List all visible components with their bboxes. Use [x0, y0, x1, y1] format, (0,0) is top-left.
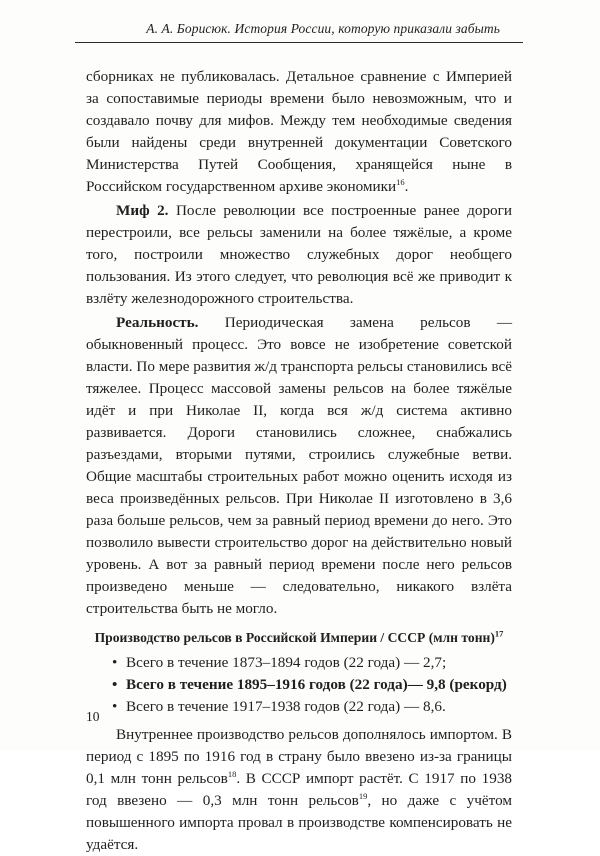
- myth-label: Миф 2.: [116, 202, 169, 219]
- list-item-record: • Всего в течение 1895–1916 годов (22 года)— 9,8 (рекорд): [112, 674, 512, 696]
- paragraph-text: сборниках не публиковалась. Детальное сравнение с Империей за сопоставимые периоды времени было невозможным, что и создавало почву для мифов. Между тем необходимые сведения были найдены среди внутренней документации Советского Министерства Путей Сообщения, хранящейся ныне в Российском государственном архиве экономики: [86, 68, 512, 195]
- paragraph-reality: [86, 312, 512, 620]
- reality-label: Реальность.: [116, 314, 199, 331]
- footnote-ref: 17: [494, 628, 504, 639]
- footnote-ref: 18: [227, 768, 237, 779]
- footnote-ref: 19: [358, 790, 368, 801]
- paragraph-text: Внутреннее производство рельсов дополнялось импортом. В период с 1895 по 1916 год в страну было ввезено из-за границы 0,1 млн тонн рельсов: [86, 726, 512, 787]
- footnote-ref: 16: [396, 176, 405, 187]
- page-body: [86, 66, 512, 856]
- paragraph-text: . В СССР импорт растёт. С 1917 по 1938 год ввезено — 0,3 млн тонн рельсов: [86, 770, 513, 809]
- list-item: • Всего в течение 1873–1894 годов (22 года) — 2,7;: [112, 652, 512, 674]
- paragraph-text: , но даже с учётом повышенного импорта провал в производстве компенсировать не удаётся.: [86, 792, 512, 853]
- production-list: [86, 652, 512, 718]
- table-title: [86, 628, 512, 648]
- list-item: • Всего в течение 1917–1938 годов (22 года) — 8,6.: [112, 696, 512, 718]
- paragraph-continuation: сборниках не публиковалась. Детальное сравнение с Империей за сопоставимые периоды времени было невозможным, что и создавало почву для мифов. Между тем необходимые сведения были найдены среди внутренней документации Советского Министерства Путей Сообщения, хранящейся ныне в Российском государственном архиве экономики$^{16}$.: [86, 68, 512, 195]
- page-number: 10: [86, 709, 100, 724]
- paragraph-myth: [86, 200, 512, 310]
- table-title-text: Производство рельсов в Российской Империи / СССР (млн тонн): [94, 630, 495, 645]
- paragraph-import: [86, 724, 512, 856]
- running-header: А. А. Борисюк. История России, которую приказали забыть: [146, 21, 500, 36]
- header-rule: [75, 42, 523, 43]
- paragraph-text: Периодическая замена рельсов — обыкновенный процесс. Это вовсе не изобретение советской власти. По мере развития ж/д транспорта рельсы становились всё тяжелее. Процесс массовой замены рельсов на более тяжёлые идёт и при Николае II, когда вся ж/д система активно развивается. Дороги становились сложнее, снабжались разъездами, вторыми путями, строились служебные ветви. Общие масштабы строительных работ можно оценить исходя из веса произведённых рельсов. При Николае II изготовлено в 3,6 раза больше рельсов, чем за равный период времени до него. Это позволило вывести строительство дорог на действительно новый уровень. А вот за равный период времени после него рельсов произведено меньше — следовательно, никакого взлёта строительства быть не могло.: [86, 314, 513, 617]
- paragraph-text: После революции все построенные ранее дороги перестроили, все рельсы заменили на более тяжёлые, а кроме того, построили множество служебных дорог необщего пользования. Из этого следует, что революция всё же приводит к взлёту железнодорожного строительства.: [86, 202, 512, 307]
